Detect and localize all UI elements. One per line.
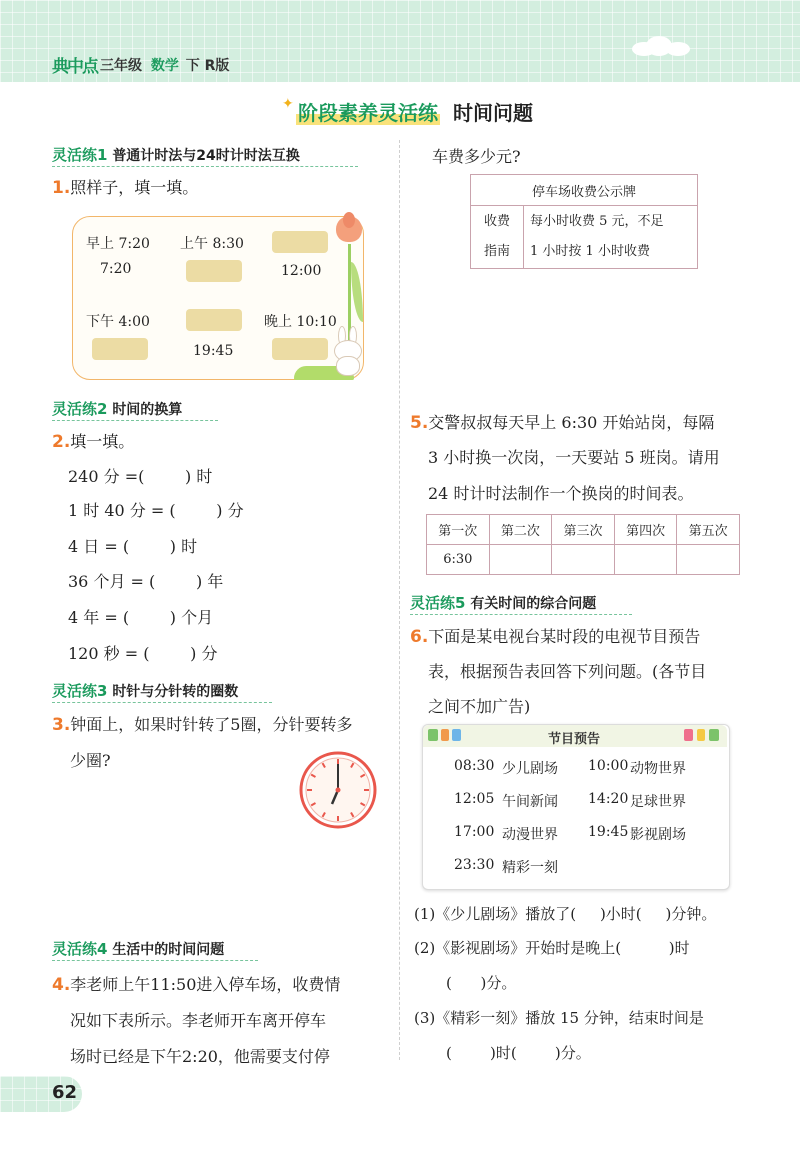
bunny-icon [330,326,366,376]
table-header-cell: 第五次 [677,515,740,545]
clock-icon [298,750,378,830]
q4-line: 况如下表所示。李老师开车离开停车 [70,1011,327,1030]
q2-text: 填一填。 [70,432,135,451]
section-5-heading [410,592,596,613]
book-icon [709,729,719,741]
section-underline [52,420,218,422]
program-time: 17:00 [454,824,495,840]
question-number: 2. [52,432,71,452]
q2-line: 120 秒 = ( ) 分 [68,644,218,663]
q2-prompt [52,425,134,459]
program-time: 19:45 [588,824,629,840]
question-number: 6. [410,627,429,647]
table-header-cell: 第三次 [552,515,615,545]
page-title-main: 阶段素养灵活练 [298,101,438,125]
edition-label: 下 R版 [185,58,230,74]
program-name: 午间新闻 [502,794,558,810]
section-tag: 灵活练1 [52,146,108,164]
q1-answer-blank[interactable] [92,338,148,360]
parking-sign-label-line: 收费 [483,214,510,229]
table-header-cell: 第一次 [427,515,490,545]
program-time: 14:20 [588,791,629,807]
q6-subquestion: ( )时( )分。 [446,1044,591,1062]
q3-prompt [52,708,352,742]
series-logo: 典中点 [52,57,97,77]
question-number: 1. [52,178,71,198]
q1-item-bottom: 12:00 [281,263,322,279]
q4-line: 场时已经是下午2:20，他需要支付停 [70,1047,330,1066]
program-time: 10:00 [588,758,629,774]
book-icon [697,729,705,741]
section-title: 生活中的时间问题 [112,942,225,958]
q2-line: 4 年 = ( ) 个月 [68,608,214,627]
section-underline [410,614,632,616]
page-title [296,97,533,126]
program-name: 动漫世界 [502,827,558,843]
subject-label: 数学 [150,58,179,74]
q2-line: 1 时 40 分 = ( ) 分 [68,501,244,520]
section-underline [52,702,272,704]
book-icon [452,729,461,741]
table-cell: 6:30 [427,545,490,575]
section-3-heading [52,680,238,701]
q1-item-top: 下午 4:00 [86,314,150,330]
q6-line: 表，根据预告表回答下列问题。(各节目 [428,662,707,681]
table-answer-cell[interactable] [677,545,740,575]
q6-subquestion: (1)《少儿剧场》播放了( )小时( )分钟。 [414,905,717,923]
section-title: 时针与分针转的圈数 [112,684,239,700]
page-number: 62 [52,1082,78,1103]
section-underline [52,960,258,962]
question-number: 5. [410,413,429,433]
section-1-heading [52,144,300,165]
q4-line-continued: 车费多少元? [432,147,521,166]
q6-subquestion: ( )分。 [446,974,517,992]
q2-line: 36 个月 = ( ) 年 [68,572,224,591]
section-title: 时间的换算 [112,402,183,418]
parking-sign-rules [524,206,698,269]
q1-answer-blank[interactable] [186,309,242,331]
program-name: 动物世界 [630,761,686,777]
q6-subquestion: (2)《影视剧场》开始时是晚上( )时 [414,939,690,957]
question-number: 4. [52,975,71,995]
q1-item-top: 晚上 10:10 [264,314,337,330]
column-divider [399,140,400,1060]
q1-example-bottom: 7:20 [100,261,132,277]
q5-line: 3 小时换一次岗，一天要站 5 班岗。请用 [428,448,720,467]
q5-line: 24 时计时法制作一个换岗的时间表。 [428,484,694,503]
q3-line: 少圈? [70,751,111,770]
book-icon [441,729,449,741]
parking-sign-title: 停车场收费公示牌 [471,175,698,206]
q2-line: 240 分 =( ) 时 [68,467,213,486]
header-grade [100,55,229,75]
parking-sign-label-line: 指南 [483,244,510,259]
section-tag: 灵活练3 [52,682,108,700]
section-tag: 灵活练4 [52,940,108,958]
q1-item-top: 上午 8:30 [180,236,244,252]
q1-text: 照样子，填一填。 [70,178,199,197]
program-name: 精彩一刻 [502,860,558,876]
section-tag: 灵活练5 [410,594,466,612]
table-answer-cell[interactable] [552,545,615,575]
section-title: 有关时间的综合问题 [470,596,597,612]
q5-line: 交警叔叔每天早上 6:30 开始站岗，每隔 [428,413,715,432]
title-star-icon: ✦ [282,96,294,112]
book-icon [684,729,693,741]
q1-answer-blank[interactable] [186,260,242,282]
program-time: 23:30 [454,857,495,873]
shift-schedule-table [426,514,740,575]
section-title: 普通计时法与24时计时法互换 [112,148,300,164]
parking-fee-sign [470,174,698,269]
parking-sign-rule: 每小时收费 5 元，不足 [530,214,664,229]
header-cloud-icon [632,36,702,58]
q3-line: 钟面上，如果时针转了5圈，分针要转多 [70,715,353,734]
q4-prompt [52,968,340,1002]
section-4-heading [52,938,224,959]
section-underline [52,166,358,168]
program-name: 足球世界 [630,794,686,810]
q2-line: 4 日 = ( ) 时 [68,537,198,556]
q1-prompt [52,171,198,205]
q6-line: 下面是某电视台某时段的电视节目预告 [428,627,701,646]
parking-sign-label [471,206,524,269]
table-header-cell: 第四次 [614,515,677,545]
q1-item-bottom: 19:45 [193,343,234,359]
section-2-heading [52,398,182,419]
q6-subquestion: (3)《精彩一刻》播放 15 分钟，结束时间是 [414,1009,704,1027]
q5-prompt [410,406,714,440]
q1-example-top: 早上 7:20 [86,236,150,252]
grade-label: 三年级 [100,58,142,74]
tv-schedule-title: 节目预告 [548,732,601,747]
book-icon [428,729,438,741]
program-name: 少儿剧场 [502,761,558,777]
parking-sign-rule: 1 小时按 1 小时收费 [530,244,650,259]
q6-prompt [410,620,700,654]
q1-answer-blank[interactable] [272,338,328,360]
tulip-flower-icon [334,212,364,248]
q4-line: 李老师上午11:50进入停车场，收费情 [70,975,341,994]
q6-line: 之间不加广告) [428,697,531,716]
question-number: 3. [52,715,71,735]
q1-answer-blank[interactable] [272,231,328,253]
table-answer-cell[interactable] [489,545,552,575]
program-name: 影视剧场 [630,827,686,843]
program-time: 08:30 [454,758,495,774]
program-time: 12:05 [454,791,495,807]
section-tag: 灵活练2 [52,400,108,418]
table-header-cell: 第二次 [489,515,552,545]
table-answer-cell[interactable] [614,545,677,575]
page-title-sub: 时间问题 [452,101,533,125]
